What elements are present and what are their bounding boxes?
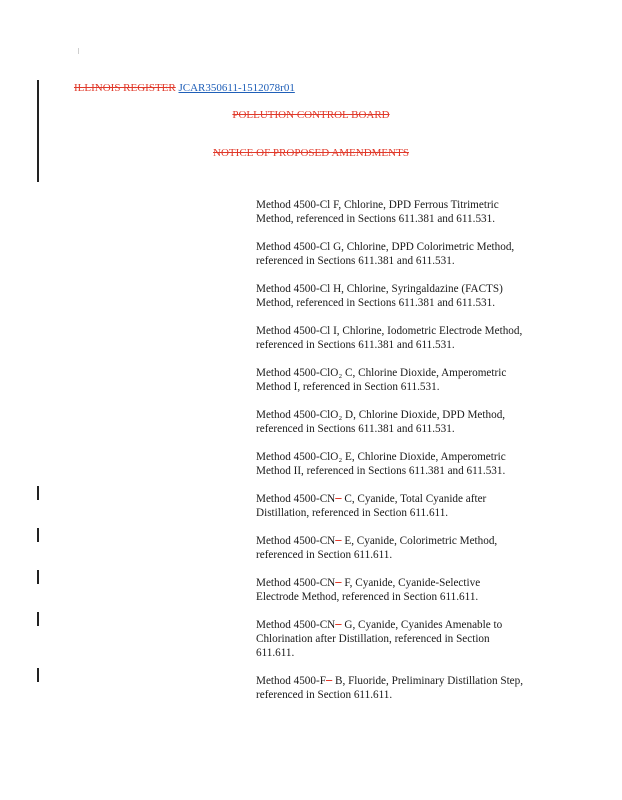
entry-line: Method II, referenced in Sections 611.381 and 611.531. xyxy=(256,465,506,477)
method-entry xyxy=(256,492,556,534)
method-entry xyxy=(256,534,556,576)
entry-line xyxy=(256,492,556,506)
entry-line: Method, referenced in Sections 611.381 and 611.531. xyxy=(256,297,496,309)
entry-line: Chlorination after Distillation, referenced in Section xyxy=(256,633,490,645)
entry-text: Method 4500-CN xyxy=(256,619,336,631)
method-entry xyxy=(256,240,556,282)
entry-line xyxy=(256,618,556,632)
entry-text: G, Cyanide, Cyanides Amenable to xyxy=(341,619,503,631)
struck-superscript-mark: − xyxy=(325,675,333,687)
method-entry xyxy=(256,324,556,366)
board-title-text: POLLUTION CONTROL BOARD xyxy=(232,109,390,121)
notice-title xyxy=(0,147,622,159)
entry-line: Method, referenced in Sections 611.381 and 611.531. xyxy=(256,213,496,225)
entry-text: E, Cyanide, Colorimetric Method, xyxy=(341,535,498,547)
entry-line xyxy=(256,576,556,590)
inserted-jcar-id: JCAR350611-1512078r01 xyxy=(178,82,295,94)
change-bar-entry-8 xyxy=(37,486,39,500)
entry-line: Method 4500-ClO₂ D, Chlorine Dioxide, DPD Method, xyxy=(256,409,506,421)
change-bar-header xyxy=(37,80,39,182)
entry-line: Electrode Method, referenced in Section 611.611. xyxy=(256,591,479,603)
entry-text: Method 4500-CN xyxy=(256,577,336,589)
entry-text: Method 4500-F xyxy=(256,675,326,687)
entry-line: Method 4500-Cl I, Chlorine, Iodometric Electrode Method, xyxy=(256,325,523,337)
entry-text: B, Fluoride, Preliminary Distillation Step, xyxy=(332,675,524,687)
entry-line: referenced in Sections 611.381 and 611.531. xyxy=(256,339,455,351)
change-bar-entry-11 xyxy=(37,612,39,626)
entry-line: Method 4500-ClO₂ C, Chlorine Dioxide, Amperometric xyxy=(256,367,507,379)
struck-superscript-mark: − xyxy=(335,493,342,505)
entry-text: C, Cyanide, Total Cyanide after xyxy=(341,493,487,505)
method-entry xyxy=(256,618,556,674)
entry-line: Method 4500-Cl F, Chlorine, DPD Ferrous Titrimetric xyxy=(256,199,499,211)
method-entry xyxy=(256,282,556,324)
register-header xyxy=(74,82,295,94)
method-list xyxy=(256,198,556,716)
scan-mark xyxy=(78,48,79,54)
change-bar-entry-10 xyxy=(37,570,39,584)
change-bar-entry-12 xyxy=(37,668,39,682)
entry-line: referenced in Section 611.611. xyxy=(256,689,393,701)
method-entry xyxy=(256,198,556,240)
method-entry xyxy=(256,408,556,450)
entry-line xyxy=(256,674,556,688)
method-entry xyxy=(256,674,556,716)
entry-line: Method 4500-ClO₂ E, Chlorine Dioxide, Amperometric xyxy=(256,451,506,463)
entry-text: Method 4500-CN xyxy=(256,535,336,547)
entry-line: Method I, referenced in Section 611.531. xyxy=(256,381,440,393)
entry-line: Distillation, referenced in Section 611.611. xyxy=(256,507,449,519)
entry-text: F, Cyanide, Cyanide-Selective xyxy=(341,577,481,589)
entry-line: Method 4500-Cl G, Chlorine, DPD Colorimetric Method, xyxy=(256,241,515,253)
entry-line: referenced in Sections 611.381 and 611.531. xyxy=(256,423,455,435)
notice-title-text: NOTICE OF PROPOSED AMENDMENTS xyxy=(213,147,409,159)
change-bar-entry-9 xyxy=(37,528,39,542)
struck-superscript-mark: − xyxy=(335,577,342,589)
board-title xyxy=(0,109,622,121)
entry-text: Method 4500-CN xyxy=(256,493,336,505)
method-entry xyxy=(256,450,556,492)
struck-superscript-mark: − xyxy=(335,535,342,547)
struck-register-title: ILLINOIS REGISTER xyxy=(74,82,176,94)
struck-superscript-mark: − xyxy=(335,619,342,631)
method-entry xyxy=(256,366,556,408)
method-entry xyxy=(256,576,556,618)
entry-line: referenced in Section 611.611. xyxy=(256,549,393,561)
entry-line: Method 4500-Cl H, Chlorine, Syringaldazine (FACTS) xyxy=(256,283,503,295)
entry-line xyxy=(256,534,556,548)
entry-line: referenced in Sections 611.381 and 611.531. xyxy=(256,255,455,267)
entry-line: 611.611. xyxy=(256,647,295,659)
